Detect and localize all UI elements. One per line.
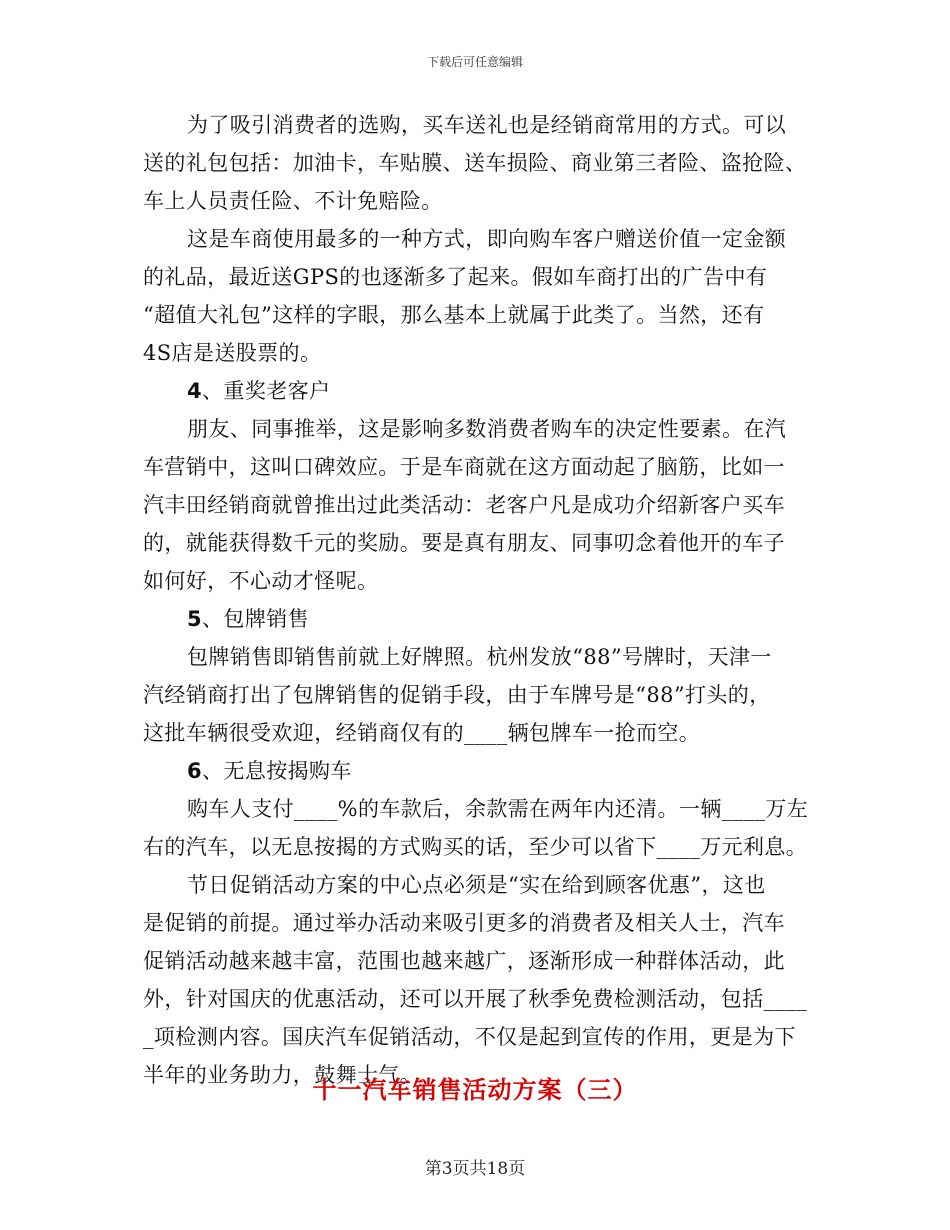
- heading-number: 4: [187, 379, 203, 403]
- section-heading-6: [143, 752, 803, 790]
- paragraph-line: 送的礼包包括：加油卡，车贴膜、送车损险、商业第三者险、盗抢险、: [143, 151, 807, 175]
- paragraph-line: 汽经销商打出了包牌销售的促销手段，由于车牌号是“88”打头的，: [143, 683, 771, 707]
- paragraph-line: “超值大礼包”这样的字眼，那么基本上就属于此类了。当然，还有: [143, 303, 765, 327]
- section-heading-4: [143, 372, 803, 410]
- paragraph-line: 外，针对国庆的优惠活动，还可以开展了秋季免费检测活动，包括____: [143, 987, 808, 1011]
- paragraph-line: 如何好，不心动才怪呢。: [143, 569, 379, 593]
- paragraph-line: 的，就能获得数千元的奖励。要是真有朋友、同事叨念着他开的车子: [143, 531, 785, 555]
- paragraph-line: 购车人支付____%的车款后，余款需在两年内还清。一辆____万左: [187, 797, 809, 821]
- paragraph-line: 这是车商使用最多的一种方式，即向购车客户赠送价值一定金额: [187, 227, 787, 251]
- paragraph-line: _项检测内容。国庆汽车促销活动，不仅是起到宣传的作用，更是为下: [143, 1025, 796, 1049]
- paragraph-line: 的礼品，最近送GPS的也逐渐多了起来。假如车商打出的广告中有: [143, 265, 768, 289]
- paragraph-line: 车上人员责任险、不计免赔险。: [143, 189, 443, 213]
- paragraph-line: 节日促销活动方案的中心点必须是“实在给到顾客优惠”，这也: [187, 873, 766, 897]
- page-footer: 第3页共18页: [424, 1159, 526, 1179]
- paragraph-line: 右的汽车，以无息按揭的方式购买的话，至少可以省下____万元利息。: [143, 835, 808, 859]
- section-heading-5: [143, 600, 803, 638]
- paragraph-line: 为了吸引消费者的选购，买车送礼也是经销商常用的方式。可以: [187, 113, 787, 137]
- paragraph-line: 汽丰田经销商就曾推出过此类活动：老客户凡是成功介绍新客户买车: [143, 493, 785, 517]
- paragraph-line: 包牌销售即销售前就上好牌照。杭州发放“88”号牌时，天津一: [187, 645, 772, 669]
- paragraph-line: 朋友、同事推举，这是影响多数消费者购车的决定性要素。在汽: [187, 417, 787, 441]
- heading-text: 、无息按揭购车: [202, 759, 352, 783]
- paragraph-line: 4S店是送股票的。: [143, 341, 322, 365]
- heading-text: 、重奖老客户: [202, 379, 331, 403]
- paragraph-line: 车营销中，这叫口碑效应。于是车商就在这方面动起了脑筋，比如一: [143, 455, 785, 479]
- paragraph-line: 这批车辆很受欢迎，经销商仅有的____辆包牌车一抢而空。: [143, 721, 701, 745]
- paragraph-line: 促销活动越来越丰富，范围也越来越广，逐渐形成一种群体活动，此: [143, 949, 785, 973]
- page-header: 下载后可任意编辑: [426, 55, 523, 69]
- section-title: 十一汽车销售活动方案（三）: [312, 1076, 638, 1104]
- document-body: [143, 106, 809, 1094]
- heading-number: 6: [187, 759, 203, 783]
- paragraph-line: 是促销的前提。通过举办活动来吸引更多的消费者及相关人士，汽车: [143, 911, 785, 935]
- heading-number: 5: [187, 607, 203, 631]
- paragraph-line: 半年的业务助力，鼓舞士气。: [143, 1063, 422, 1087]
- heading-text: 、包牌销售: [202, 607, 310, 631]
